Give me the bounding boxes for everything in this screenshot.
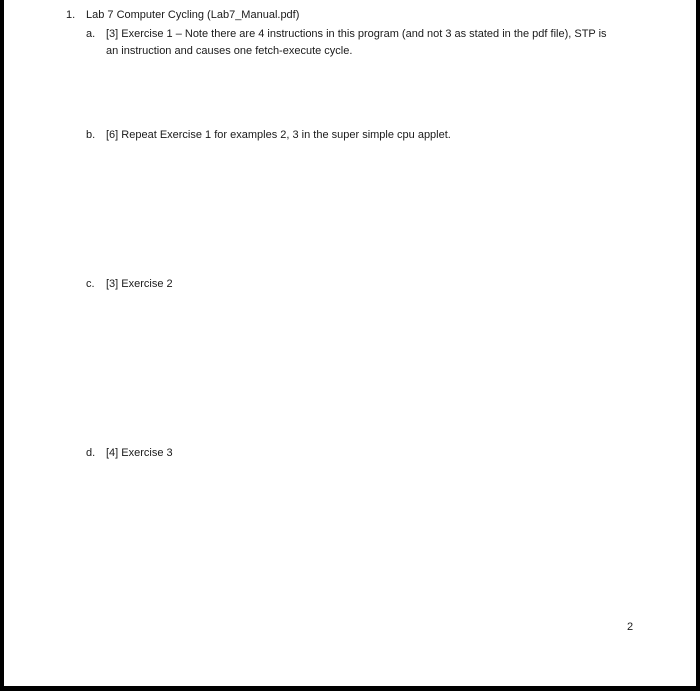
part-a-text-line1: [3] Exercise 1 – Note there are 4 instructions in this program (and not 3 as stated in the pdf file), STP is [106, 28, 607, 40]
part-b-text: [6] Repeat Exercise 1 for examples 2, 3 in the super simple cpu applet. [106, 129, 451, 141]
part-d-text: [4] Exercise 3 [106, 447, 173, 459]
part-b-letter: b. [86, 129, 96, 141]
part-c-text: [3] Exercise 2 [106, 278, 173, 290]
part-d-letter: d. [86, 447, 96, 459]
part-a-letter: a. [86, 28, 96, 40]
part-c-letter: c. [86, 278, 95, 290]
question-number: 1. [66, 9, 76, 21]
document-page [4, 0, 696, 686]
part-a-text-line2: an instruction and causes one fetch-execute cycle. [106, 45, 353, 57]
page-number: 2 [627, 621, 634, 633]
question-title: Lab 7 Computer Cycling (Lab7_Manual.pdf) [86, 9, 300, 21]
